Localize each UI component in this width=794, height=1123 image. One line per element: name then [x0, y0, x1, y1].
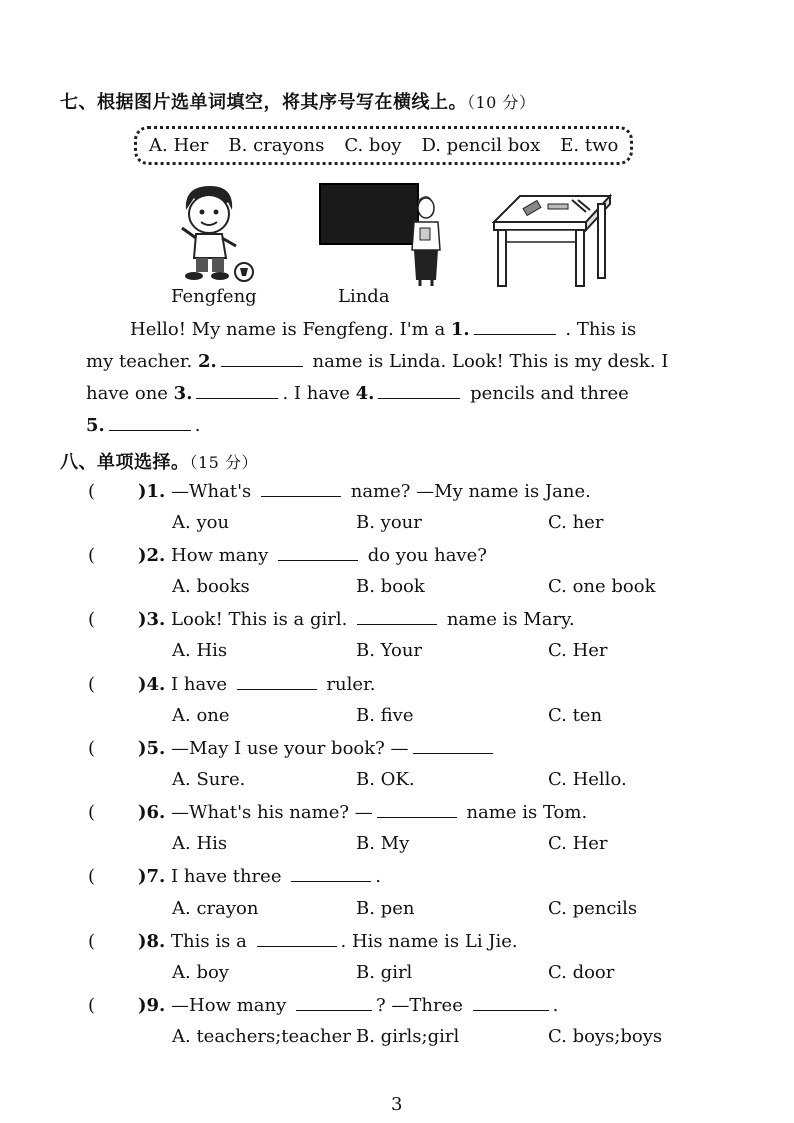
option-c: C. Her: [548, 640, 608, 661]
question-7: [88, 865, 381, 887]
passage-text: . I have: [282, 383, 356, 404]
option-b: B. pen: [356, 898, 415, 919]
blank-number-4: 4.: [355, 383, 375, 404]
question-blank[interactable]: [357, 608, 437, 625]
question-blank[interactable]: [278, 544, 358, 561]
option-b: B. your: [356, 512, 422, 533]
word-option-b: B. crayons: [228, 135, 325, 156]
section-8-heading: [60, 448, 258, 474]
picture-label-fengfeng: Fengfeng: [171, 286, 257, 307]
picture-label-linda: Linda: [338, 286, 390, 307]
question-text: I have: [165, 674, 233, 695]
passage-text: Hello! My name is Fengfeng. I'm a: [130, 319, 451, 340]
question-text: .: [375, 866, 381, 887]
section-7-points: （10 分）: [467, 93, 536, 112]
question-blank[interactable]: [237, 673, 317, 690]
answer-blank-3[interactable]: [196, 382, 278, 399]
option-a: A. you: [172, 512, 230, 533]
answer-paren-open[interactable]: (: [88, 609, 96, 630]
option-b: B. girls;girl: [356, 1026, 460, 1047]
answer-paren-open[interactable]: (: [88, 545, 96, 566]
teacher-blackboard-illustration: [318, 180, 444, 288]
answer-blank-4[interactable]: [378, 382, 460, 399]
word-option-e: E. two: [560, 135, 619, 156]
question-8: [88, 930, 518, 952]
answer-blank-2[interactable]: [221, 350, 303, 367]
blank-number-1: 1.: [450, 319, 470, 340]
option-a: A. one: [172, 705, 230, 726]
question-blank[interactable]: [377, 801, 457, 818]
question-number: )9.: [138, 995, 166, 1016]
answer-blank-1[interactable]: [474, 318, 556, 335]
option-c: C. ten: [548, 705, 603, 726]
question-blank-2[interactable]: [473, 994, 549, 1011]
question-text: . His name is Li Jie.: [340, 931, 518, 952]
word-option-d: D. pencil box: [421, 135, 541, 156]
question-text: name is Mary.: [441, 609, 575, 630]
answer-paren-open[interactable]: (: [88, 738, 96, 759]
question-text: I have three: [165, 866, 288, 887]
question-text: ? —Three: [375, 995, 469, 1016]
question-6: [88, 801, 587, 823]
question-1: [88, 480, 591, 502]
option-c: C. door: [548, 962, 615, 983]
passage-text: have one: [86, 383, 174, 404]
option-b: B. OK.: [356, 769, 415, 790]
question-text: do you have?: [361, 545, 487, 566]
blank-number-5: 5.: [86, 415, 105, 436]
option-b: B. book: [356, 576, 425, 597]
question-text: ruler.: [320, 674, 376, 695]
answer-paren-open[interactable]: (: [88, 931, 96, 952]
option-b: B. My: [356, 833, 410, 854]
question-blank[interactable]: [413, 737, 493, 754]
option-c: C. boys;boys: [548, 1026, 663, 1047]
option-a: A. His: [172, 640, 228, 661]
option-c: C. Hello.: [548, 769, 627, 790]
section-8-title: 八、单项选择。: [60, 452, 190, 473]
question-text: Look! This is a girl.: [165, 609, 354, 630]
passage-line-1: [130, 318, 636, 340]
option-c: C. her: [548, 512, 604, 533]
question-blank[interactable]: [261, 480, 341, 497]
blank-number-2: 2.: [197, 351, 217, 372]
answer-paren-open[interactable]: (: [88, 995, 96, 1016]
passage-text: pencils and three: [464, 383, 629, 404]
desk-illustration: [490, 192, 614, 288]
option-a: A. boy: [172, 962, 229, 983]
question-number: )1.: [138, 481, 166, 502]
option-a: A. crayon: [172, 898, 259, 919]
option-a: A. books: [172, 576, 250, 597]
passage-line-3: [86, 382, 629, 404]
question-number: )6.: [138, 802, 166, 823]
passage-text: name is Linda. Look! This is my desk. I: [306, 351, 669, 372]
boy-illustration: [172, 180, 256, 284]
question-text: —How many: [165, 995, 292, 1016]
answer-paren-open[interactable]: (: [88, 481, 96, 502]
question-text: —May I use your book? —: [165, 738, 409, 759]
page-number: 3: [391, 1094, 403, 1115]
answer-paren-open[interactable]: (: [88, 802, 96, 823]
question-number: )3.: [138, 609, 166, 630]
section-8-points: （15 分）: [189, 453, 258, 472]
option-b: B. five: [356, 705, 414, 726]
word-option-a: A. Her: [149, 135, 209, 156]
section-7-title: 七、根据图片选单词填空，将其序号写在横线上。: [60, 92, 467, 113]
question-5: [88, 737, 497, 759]
question-number: )5.: [138, 738, 166, 759]
question-text: —What's his name? —: [165, 802, 373, 823]
option-a: A. teachers;teacher: [172, 1026, 351, 1047]
question-3: [88, 608, 575, 630]
question-text: name is Tom.: [460, 802, 588, 823]
question-blank[interactable]: [257, 930, 337, 947]
question-number: )7.: [138, 866, 166, 887]
question-number: )2.: [138, 545, 166, 566]
passage-text: my teacher.: [86, 351, 198, 372]
passage-line-4: [86, 414, 201, 436]
question-text: This is a: [165, 931, 253, 952]
option-a: A. Sure.: [172, 769, 246, 790]
question-blank[interactable]: [296, 994, 372, 1011]
question-text: How many: [165, 545, 274, 566]
question-text: —What's: [165, 481, 257, 502]
question-4: [88, 673, 375, 695]
question-text: name? —My name is Jane.: [345, 481, 591, 502]
option-c: C. pencils: [548, 898, 638, 919]
question-9: [88, 994, 558, 1016]
option-b: B. Your: [356, 640, 423, 661]
option-a: A. His: [172, 833, 228, 854]
question-number: )4.: [138, 674, 166, 695]
word-bank: [134, 126, 633, 165]
passage-text: .: [194, 415, 201, 436]
question-text: .: [552, 995, 559, 1016]
passage-line-2: [86, 350, 668, 372]
section-7-heading: [60, 88, 535, 114]
answer-paren-open[interactable]: (: [88, 674, 96, 695]
option-b: B. girl: [356, 962, 413, 983]
passage-text: . This is: [559, 319, 637, 340]
word-option-c: C. boy: [344, 135, 402, 156]
answer-paren-open[interactable]: (: [88, 866, 96, 887]
blank-number-3: 3.: [173, 383, 193, 404]
question-number: )8.: [138, 931, 166, 952]
option-c: C. Her: [548, 833, 608, 854]
answer-blank-5[interactable]: [109, 414, 191, 431]
question-2: [88, 544, 487, 566]
question-blank[interactable]: [291, 865, 371, 882]
option-c: C. one book: [548, 576, 656, 597]
